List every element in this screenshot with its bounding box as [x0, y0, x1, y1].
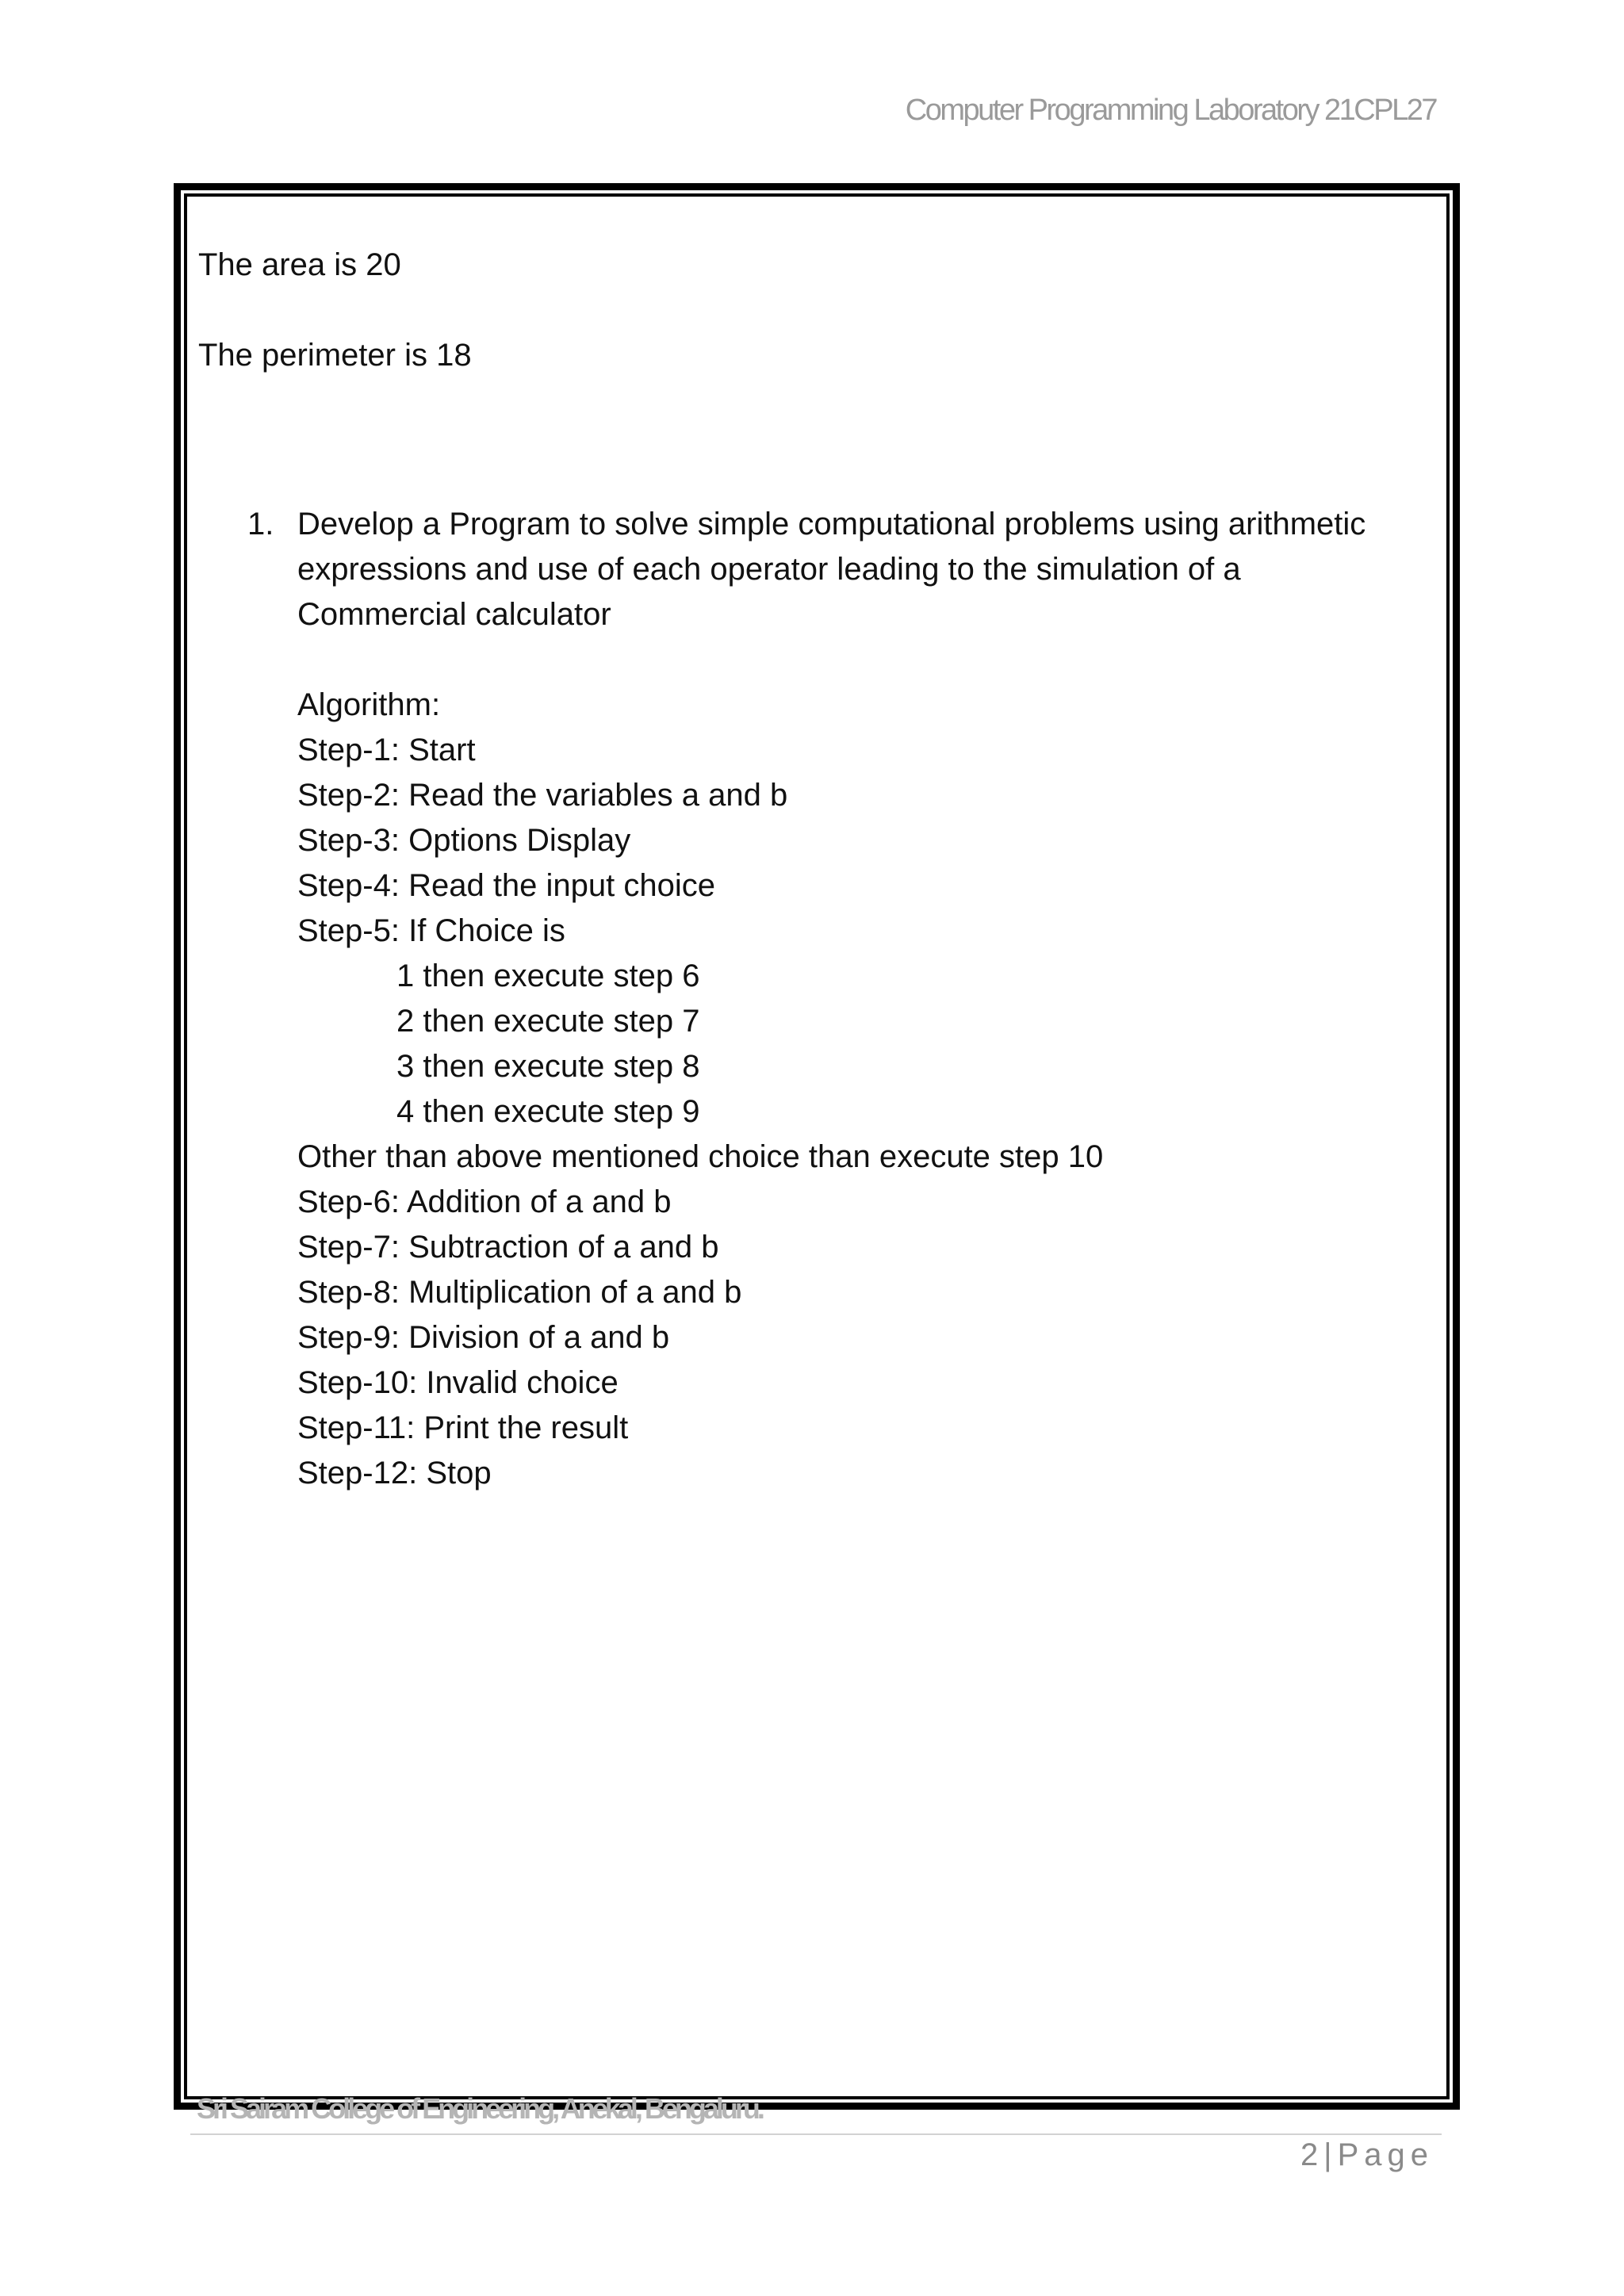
step-5: Step-5: If Choice is	[297, 913, 565, 948]
choice-1: 1 then execute step 6	[396, 959, 700, 993]
page-number: 2|Page	[1300, 2137, 1434, 2172]
footer-college-name: Sri Sairam College of Engineering, Anekal, Bengaluru.	[197, 2092, 762, 2125]
choice-4: 4 then execute step 9	[396, 1094, 700, 1129]
choice-2: 2 then execute step 7	[396, 1004, 700, 1039]
step-3: Step-3: Options Display	[297, 823, 631, 858]
program-number: 1.	[247, 507, 274, 541]
perimeter-output: The perimeter is 18	[198, 338, 472, 373]
step-2: Step-2: Read the variables a and b	[297, 778, 788, 813]
program-description-line-2: expressions and use of each operator leading to the simulation of a	[297, 552, 1241, 587]
step-6: Step-6: Addition of a and b	[297, 1184, 672, 1219]
step-1: Step-1: Start	[297, 733, 476, 767]
step-11: Step-11: Print the result	[297, 1410, 629, 1445]
step-10: Step-10: Invalid choice	[297, 1365, 619, 1400]
step-8: Step-8: Multiplication of a and b	[297, 1275, 742, 1310]
program-description-line-1: Develop a Program to solve simple computational problems using arithmetic	[297, 507, 1366, 541]
choice-3: 3 then execute step 8	[396, 1049, 700, 1084]
header-title: Computer Programming Laboratory 21CPL27	[905, 94, 1436, 127]
area-output: The area is 20	[198, 247, 401, 282]
algorithm-heading: Algorithm:	[297, 687, 441, 722]
step-12: Step-12: Stop	[297, 1456, 492, 1490]
program-description-line-3: Commercial calculator	[297, 597, 611, 632]
step-9: Step-9: Division of a and b	[297, 1320, 670, 1355]
step-7: Step-7: Subtraction of a and b	[297, 1230, 719, 1265]
footer-divider	[190, 2133, 1442, 2135]
step-4: Step-4: Read the input choice	[297, 868, 716, 903]
other-choice: Other than above mentioned choice than execute step 10	[297, 1139, 1104, 1174]
